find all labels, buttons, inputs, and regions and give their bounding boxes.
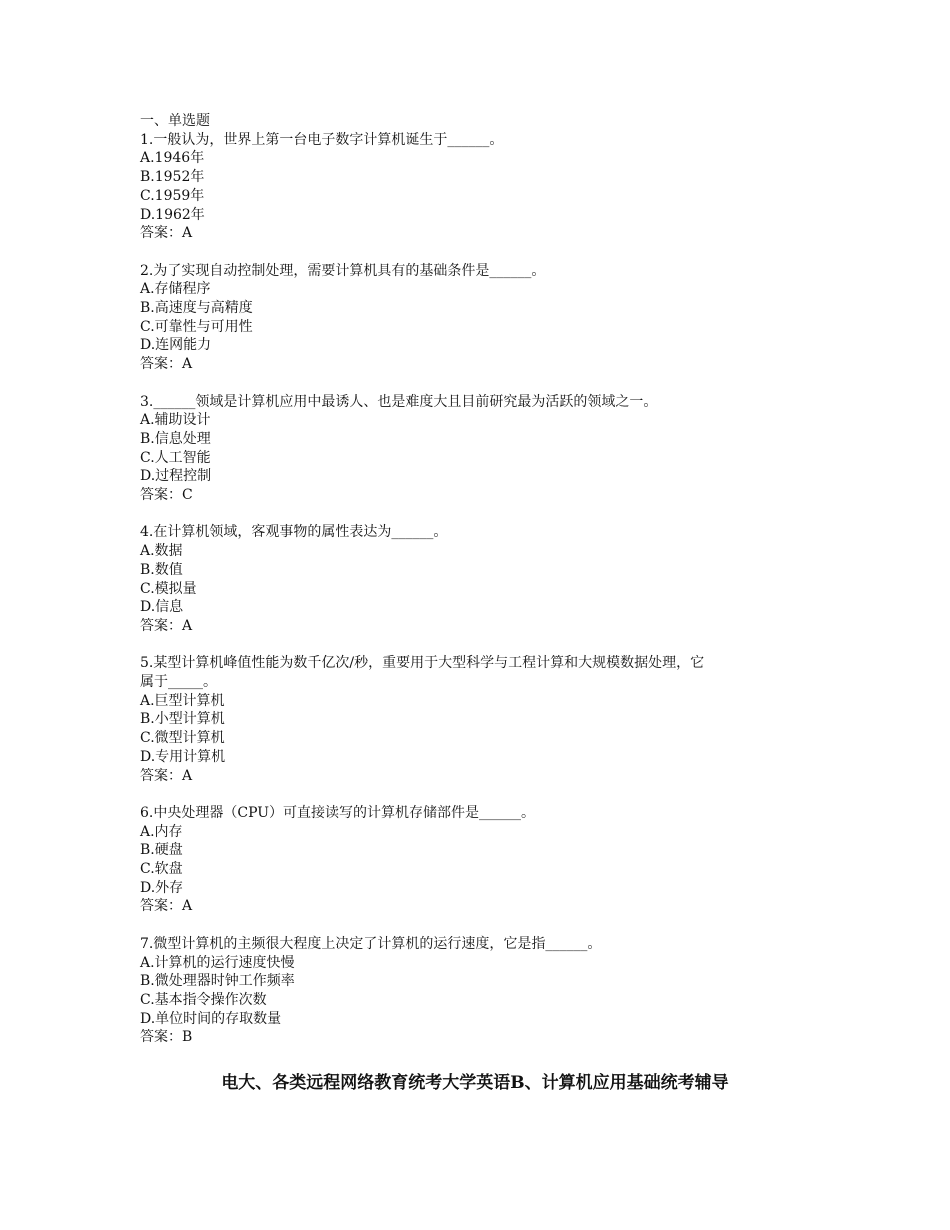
answer-option: A.巨型计算机 [140,692,225,709]
answer-option: B.微处理器时钟工作频率 [140,973,295,990]
answer-option: C.可靠性与可用性 [140,318,253,335]
answer-option: B.数值 [140,561,183,578]
answer-option: D.单位时间的存取数量 [140,1010,282,1027]
question-stem: 5.某型计算机峰值性能为数千亿次/秒，重要用于大型科学与工程计算和大规模数据处理，它 [140,655,705,672]
answer-option: A.存储程序 [140,281,211,298]
question-stem: 2.为了实现自动控制处理，需要计算机具有的基础条件是______。 [140,262,546,279]
answer-option: C.人工智能 [140,449,211,466]
answer-option: C.软盘 [140,861,183,878]
answer-key: 答案：A [140,898,193,915]
question-list [140,131,820,1047]
answer-option: D.过程控制 [140,468,212,485]
question-stem: 1.一般认为，世界上第一台电子数字计算机诞生于______。 [140,131,504,148]
answer-option: A.计算机的运行速度快慢 [140,954,295,971]
answer-key: 答案：A [140,767,193,784]
answer-option: A.内存 [140,823,183,840]
question-item [140,262,820,374]
answer-option: D.1962年 [140,206,205,223]
question-stem: 属于_____。 [140,674,217,691]
answer-option: C.1959年 [140,187,205,204]
answer-option: D.连网能力 [140,337,212,354]
question-item [140,523,820,635]
answer-option: B.高速度与高精度 [140,300,253,317]
answer-option: B.信息处理 [140,430,211,447]
document-body [140,112,820,1066]
answer-option: B.小型计算机 [140,711,225,728]
page-footer: 电大、各类远程网络教育统考大学英语B、计算机应用基础统考辅导 [221,1073,729,1093]
answer-option: D.专用计算机 [140,748,226,765]
question-item [140,393,820,505]
question-stem: 6.中央处理器（CPU）可直接读写的计算机存储部件是______。 [140,804,536,821]
answer-option: B.硬盘 [140,842,183,859]
question-stem: 4.在计算机领域，客观事物的属性表达为______。 [140,524,448,541]
answer-option: A.辅助设计 [140,412,211,429]
answer-option: D.信息 [140,599,184,616]
question-item [140,131,820,243]
answer-key: 答案：B [140,1029,193,1046]
answer-option: D.外存 [140,879,184,896]
question-item [140,935,820,1047]
answer-key: 答案：A [140,225,193,242]
answer-key: 答案：A [140,356,193,373]
section-title: 一、单选题 [140,113,210,129]
answer-key: 答案：C [140,487,193,504]
answer-option: B.1952年 [140,169,205,186]
question-stem: 3.______领域是计算机应用中最诱人、也是难度大且目前研究最为活跃的领域之一。 [140,393,658,410]
answer-option: A.数据 [140,543,183,560]
answer-option: A.1946年 [140,150,205,167]
answer-key: 答案：A [140,617,193,634]
question-item [140,654,820,785]
question-item [140,804,820,916]
answer-option: C.模拟量 [140,580,197,597]
answer-option: C.微型计算机 [140,730,225,747]
answer-option: C.基本指令操作次数 [140,991,267,1008]
question-stem: 7.微型计算机的主频很大程度上决定了计算机的运行速度，它是指______。 [140,935,602,952]
